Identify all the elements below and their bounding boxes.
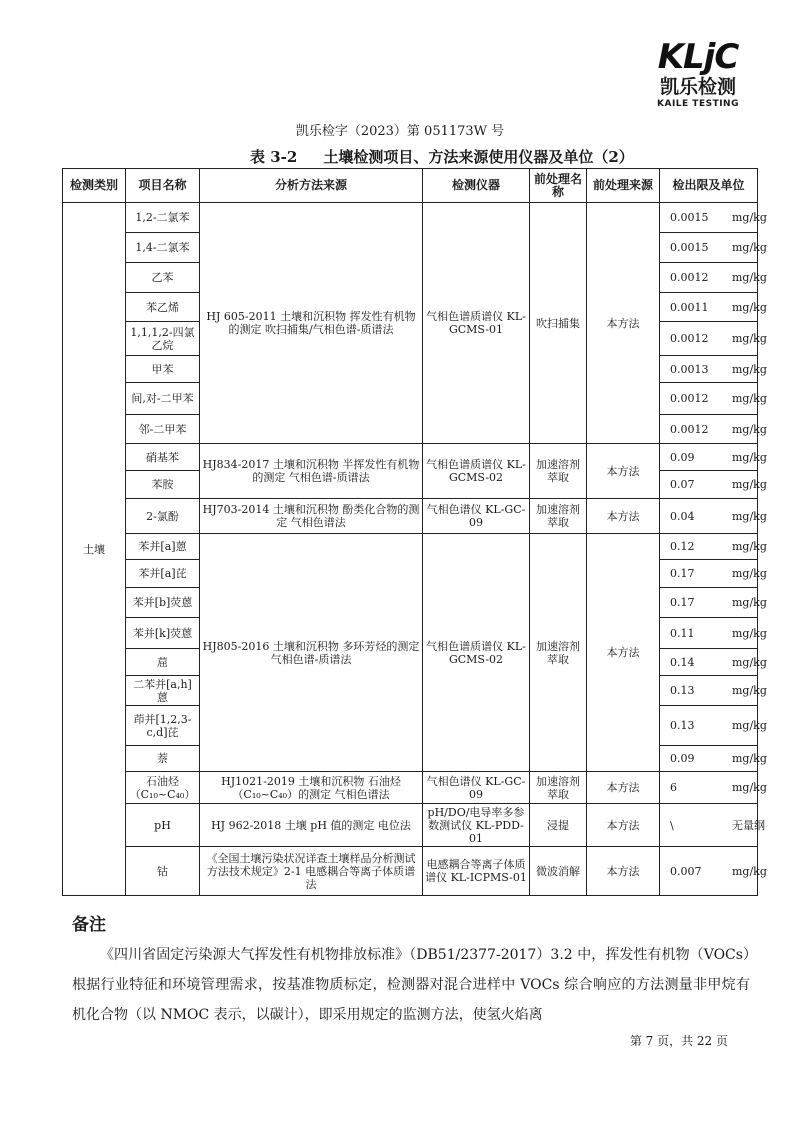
limit-value: 0.09 (670, 450, 695, 464)
method-source: HJ703-2014 土壤和沉积物 酚类化合物的测定 气相色谱法 (200, 499, 423, 534)
detection-limit (660, 233, 767, 263)
col-header: 前处理名称 (530, 169, 587, 203)
limit-unit: mg/kg (732, 626, 767, 640)
method-source: HJ1021-2019 土壤和沉积物 石油烃（C₁₀~C₄₀）的测定 气相色谱法 (200, 772, 423, 804)
detection-limit (660, 203, 767, 233)
detection-limit (660, 293, 767, 322)
detection-limit (660, 618, 767, 649)
pretreatment-source: 本方法 (587, 804, 660, 847)
col-header: 检出限及单位 (660, 169, 758, 203)
detection-limit (660, 676, 767, 706)
item-name: 1,2-二氯苯 (126, 203, 200, 233)
logo-mark: KLjC (657, 37, 739, 77)
limit-unit: mg/kg (732, 478, 767, 491)
detection-limit (660, 444, 767, 471)
instrument: 气相色谱质谱仪 KL-GCMS-02 (423, 444, 530, 499)
detection-limit (660, 804, 765, 847)
instrument: 气相色谱仪 KL-GC-09 (423, 772, 530, 804)
method-source: HJ 962-2018 土壤 pH 值的测定 电位法 (200, 804, 423, 847)
limit-value: 0.0012 (670, 332, 709, 345)
limit-value: 0.007 (670, 864, 702, 878)
logo-english-name: KAILE TESTING (657, 99, 739, 109)
limit-unit: mg/kg (732, 540, 767, 553)
col-header: 分析方法来源 (200, 169, 423, 203)
item-name: 2-氯酚 (126, 499, 200, 534)
limit-unit: mg/kg (732, 332, 767, 345)
pretreatment-name: 微波消解 (530, 847, 587, 896)
limit-unit: mg/kg (732, 781, 767, 794)
pretreatment-name: 浸提 (530, 804, 587, 847)
limit-unit: mg/kg (732, 752, 767, 765)
limit-value: 0.14 (670, 655, 695, 669)
table-row (63, 847, 758, 896)
method-source: HJ805-2016 土壤和沉积物 多环芳烃的测定 气相色谱-质谱法 (200, 534, 423, 772)
method-source: 《全国土壤污染状况详查土壤样品分析测试方法技术规定》2-1 电感耦合等离子体质谱法 (200, 847, 423, 896)
company-logo (648, 37, 748, 110)
item-name: 石油烃（C₁₀~C₄₀） (126, 772, 200, 804)
pretreatment-source: 本方法 (587, 444, 660, 499)
item-name: 间,对-二甲苯 (126, 383, 200, 415)
limit-unit: mg/kg (732, 509, 767, 523)
limit-value: 0.12 (670, 540, 695, 553)
pretreatment-source: 本方法 (587, 499, 660, 534)
item-name: 1,4-二氯苯 (126, 233, 200, 263)
limit-value: 0.11 (670, 626, 695, 640)
table-row (63, 444, 758, 471)
table-title (250, 146, 660, 167)
method-source: HJ834-2017 土壤和沉积物 半挥发性有机物的测定 气相色谱-质谱法 (200, 444, 423, 499)
limit-value: 0.04 (670, 509, 695, 523)
table-row (63, 534, 758, 560)
instrument: 气相色谱质谱仪 KL-GCMS-01 (423, 203, 530, 444)
detection-limit (660, 534, 767, 560)
pretreatment-name: 加速溶剂萃取 (530, 772, 587, 804)
limit-value: 0.0012 (670, 422, 709, 436)
limit-unit: mg/kg (732, 422, 767, 436)
table-header-row (63, 169, 758, 203)
limit-value: 0.0015 (670, 211, 709, 224)
item-name: 萘 (126, 746, 200, 772)
limit-value: 0.13 (670, 684, 695, 697)
col-header: 检测类别 (63, 169, 126, 203)
detection-limit (660, 772, 767, 804)
col-header: 检测仪器 (423, 169, 530, 203)
item-name: 硝基苯 (126, 444, 200, 471)
item-name: 苯并[b]荧蒽 (126, 588, 200, 618)
limit-value: 0.0012 (670, 392, 709, 405)
limit-unit: mg/kg (732, 362, 767, 376)
item-name: 苯并[a]蒽 (126, 534, 200, 560)
detection-limit (660, 263, 767, 293)
limit-unit: mg/kg (732, 596, 767, 609)
detection-limit (660, 706, 767, 746)
detection-limit (660, 415, 767, 444)
instrument: 气相色谱质谱仪 KL-GCMS-02 (423, 534, 530, 772)
pretreatment-source: 本方法 (587, 847, 660, 896)
pretreatment-source: 本方法 (587, 203, 660, 444)
table-row (63, 499, 758, 534)
col-header: 前处理来源 (587, 169, 660, 203)
limit-value: 0.09 (670, 752, 695, 765)
detection-methods-table (62, 168, 767, 896)
limit-unit: mg/kg (732, 567, 767, 580)
limit-value: 0.07 (670, 478, 695, 491)
detection-limit (660, 746, 767, 772)
detection-limit (660, 560, 767, 588)
remark-heading: 备注 (72, 915, 106, 935)
detection-limit (660, 356, 767, 383)
limit-unit: mg/kg (732, 241, 767, 254)
limit-value: 6 (670, 781, 677, 794)
pretreatment-name: 吹扫捕集 (530, 203, 587, 444)
limit-unit: mg/kg (732, 300, 767, 314)
pretreatment-source: 本方法 (587, 772, 660, 804)
item-name: 1,1,1,2-四氯乙烷 (126, 322, 200, 356)
item-name: 邻-二甲苯 (126, 415, 200, 444)
detection-limit (660, 499, 767, 534)
limit-unit: mg/kg (732, 864, 767, 878)
limit-value: 0.0012 (670, 271, 709, 284)
item-name: 茚并[1,2,3-c,d]芘 (126, 706, 200, 746)
table-title-text: 土壤检测项目、方法来源使用仪器及单位（2） (323, 148, 634, 166)
limit-unit: mg/kg (732, 211, 767, 224)
item-name: 甲苯 (126, 356, 200, 383)
detection-limit (660, 471, 767, 499)
method-source: HJ 605-2011 土壤和沉积物 挥发性有机物的测定 吹扫捕集/气相色谱-质谱法 (200, 203, 423, 444)
item-name: 䓛 (126, 649, 200, 676)
table-row (63, 804, 758, 847)
limit-unit: mg/kg (732, 719, 767, 732)
limit-value: 0.0013 (670, 362, 709, 376)
instrument: 气相色谱仪 KL-GC-09 (423, 499, 530, 534)
detection-limit (660, 322, 767, 356)
item-name: 乙苯 (126, 263, 200, 293)
item-name: 苯乙烯 (126, 293, 200, 322)
detection-limit (660, 847, 767, 896)
table-row (63, 772, 758, 804)
pretreatment-name: 加速溶剂萃取 (530, 499, 587, 534)
item-name: 苯并[a]芘 (126, 560, 200, 588)
page-number: 第 7 页，共 22 页 (629, 1034, 728, 1048)
limit-value: 0.0015 (670, 241, 709, 254)
limit-value: 0.0011 (670, 300, 709, 314)
category-cell: 土壤 (63, 203, 126, 896)
detection-limit (660, 383, 767, 415)
table-row (63, 203, 758, 233)
item-name: pH (126, 804, 200, 847)
pretreatment-name: 加速溶剂萃取 (530, 534, 587, 772)
limit-unit: mg/kg (732, 684, 767, 697)
logo-chinese-name: 凯乐检测 (659, 76, 736, 98)
limit-value: 0.17 (670, 596, 695, 609)
detection-limit (660, 649, 767, 676)
pretreatment-source: 本方法 (587, 534, 660, 772)
limit-value: 0.13 (670, 719, 695, 732)
limit-value: 0.17 (670, 567, 695, 580)
limit-unit: mg/kg (732, 392, 767, 405)
limit-unit: mg/kg (732, 655, 767, 669)
item-name: 苯并[k]荧蒽 (126, 618, 200, 649)
limit-unit: mg/kg (732, 450, 767, 464)
col-header: 项目名称 (126, 169, 200, 203)
limit-value: \ (670, 818, 674, 832)
instrument: 电感耦合等离子体质谱仪 KL-ICPMS-01 (423, 847, 530, 896)
limit-unit: 无量纲 (732, 818, 765, 832)
detection-limit (660, 588, 767, 618)
instrument: pH/DO/电导率多参数测试仪 KL-PDD-01 (423, 804, 530, 847)
report-number: 凯乐检字（2023）第 051173W 号 (295, 124, 505, 139)
limit-unit: mg/kg (732, 271, 767, 284)
item-name: 钴 (126, 847, 200, 896)
item-name: 苯胺 (126, 471, 200, 499)
table-number: 表 3-2 (250, 148, 298, 166)
pretreatment-name: 加速溶剂萃取 (530, 444, 587, 499)
remark-text: 《四川省固定污染源大气挥发性有机物排放标准》（DB51/2377-2017）3.2 中，挥发性有机物（VOCs）根据行业特征和环境管理需求，按基准物质标定，检测器对混合进样中 VOCs 综合响应的方法测量非甲烷有机化合物（以 NMOC 表示，以碳计），即采用规定的监测方法，使氢火焰离 (72, 947, 750, 1023)
item-name: 二苯并[a,h]蒽 (126, 676, 200, 706)
